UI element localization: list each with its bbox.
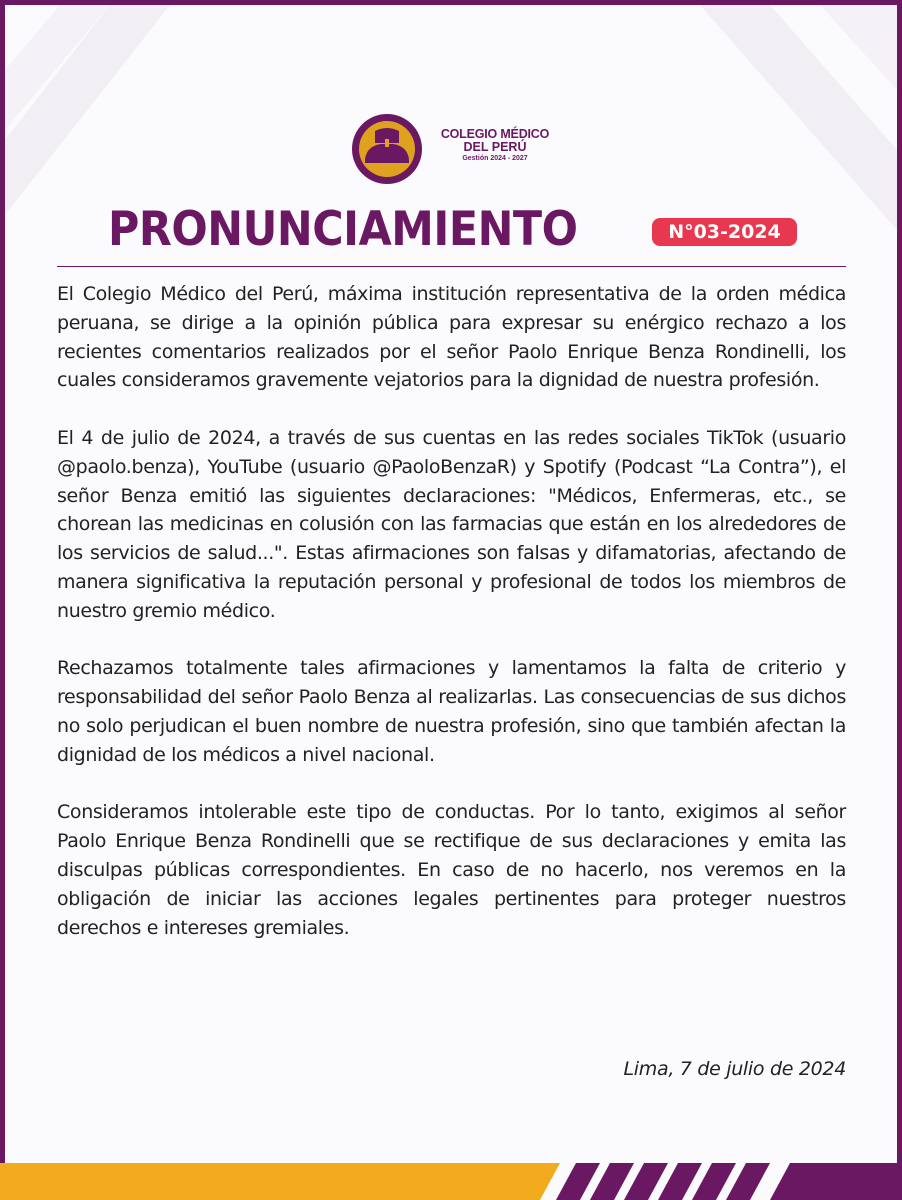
heading — [0, 198, 902, 262]
document-title: PRONUNCIAMIENTO — [108, 202, 578, 257]
logo-line-3: Gestión 2024 - 2027 — [462, 155, 528, 162]
logo-line-2: DEL PERÚ — [463, 140, 527, 154]
title-divider — [57, 266, 846, 267]
document-body — [57, 280, 846, 971]
paragraph: Consideramos intolerable este tipo de conductas. Por lo tanto, exigimos al señor Paolo Enrique Benza Rondinelli que se rectifique de sus declaraciones y emita las disculpas públicas correspondientes. En caso de no hacerlo, nos veremos en la obligación de iniciar las acciones legales pertinentes para proteger nuestros derechos e intereses gremiales. — [57, 801, 846, 939]
paragraph: El 4 de julio de 2024, a través de sus cuentas en las redes sociales TikTok (usuario @paolo.benza), YouTube (usuario @PaoloBenzaR) y Spotify (Podcast “La Contra”), el señor Benza emitió las siguientes declaraciones: "Médicos, Enfermeras, etc., se chorean las medicinas en colusión con las farmacias que están en los alrededores de los servicios de salud...". Estas afirmaciones son falsas y difamatorias, afectando de manera significativa la reputación personal y profesional de todos los miembros de nuestro gremio médico. — [57, 426, 846, 622]
logo-line-1: COLEGIO MÉDICO — [440, 127, 550, 141]
footer-stripes — [0, 1160, 902, 1200]
logo-seal-icon — [351, 113, 423, 185]
document-number-badge: N°03-2024 — [652, 218, 797, 246]
paragraph: Rechazamos totalmente tales afirmaciones y lamentamos la falta de criterio y responsabilidad del señor Paolo Benza al realizarlas. Las consecuencias de sus dichos no solo perjudican el buen nombre de nuestra profesión, sino que también afectan la dignidad de los médicos a nivel nacional. — [57, 657, 846, 766]
logo — [351, 113, 561, 185]
paragraph: El Colegio Médico del Perú, máxima institución representativa de la orden médica peruana, se dirige a la opinión pública para expresar su enérgico rechazo a los recientes comentarios realizados por el señor Paolo Enrique Benza Rondinelli, los cuales consideramos gravemente vejatorios para la dignidad de nuestra profesión. — [57, 283, 846, 392]
place-date-signoff: Lima, 7 de julio de 2024 — [623, 1058, 846, 1080]
